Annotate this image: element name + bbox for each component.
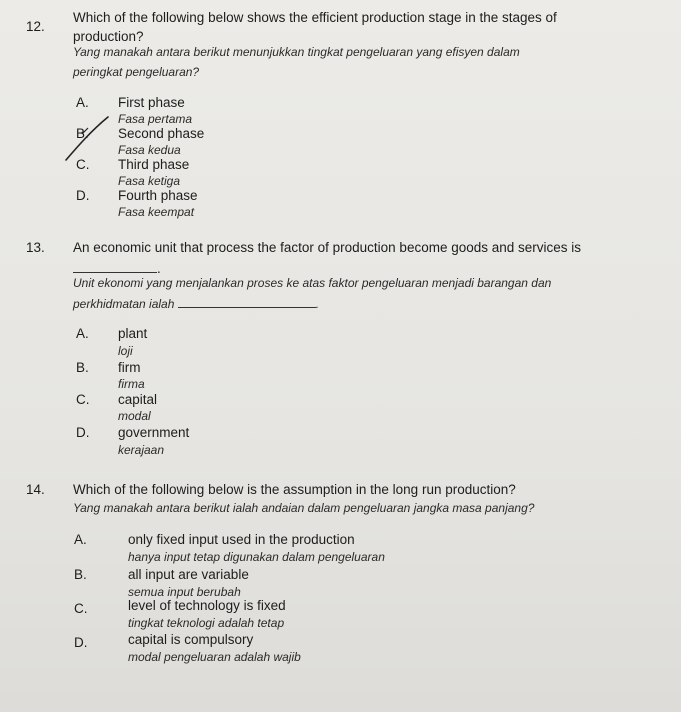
option-text-en: Third phase [118,157,190,172]
question-number: 12. [26,19,45,34]
option-letter: B. [76,360,89,375]
question-number: 13. [26,240,45,255]
option-letter: D. [76,425,90,440]
option-text-ms: Fasa kedua [118,143,181,157]
question-text-ms-cont: peringkat pengeluaran? [73,65,200,79]
question-text-en-cont: production? [73,29,144,44]
option-letter: A. [76,95,89,110]
option-text-ms: kerajaan [118,443,165,457]
option-text-ms: tingkat teknologi adalah tetap [128,616,285,630]
option-letter: B. [74,567,87,582]
option-text-ms: hanya input tetap digunakan dalam pengeluaran [128,550,385,564]
option-letter: D. [76,188,90,203]
option-text-en: firm [118,360,141,375]
answer-blank [178,295,316,308]
option-text-ms: modal pengeluaran adalah wajib [128,650,301,664]
question-text-end: . [315,297,320,311]
answer-blank [73,258,157,273]
option-text-en: all input are variable [128,567,249,582]
option-text-en: Second phase [118,126,205,141]
option-letter: C. [76,157,90,172]
question-text-ms: Unit ekonomi yang menjalankan proses ke atas faktor pengeluaran menjadi barangan dan [73,276,552,290]
option-letter: A. [74,532,87,547]
question-text-en-cont [73,258,161,276]
option-text-ms: semua input berubah [128,585,241,599]
option-letter: C. [74,601,88,616]
option-text-en: First phase [118,95,185,110]
question-text-ms: Yang manakah antara berikut menunjukkan tingkat pengeluaran yang efisyen dalam [73,45,520,59]
question-text-ms-lead: perkhidmatan ialah [73,297,175,311]
option-text-ms: Fasa ketiga [118,174,181,188]
option-text-en: government [118,425,190,440]
option-text-en: plant [118,326,148,341]
option-text-ms: Fasa keempat [118,205,195,219]
question-text-en: Which of the following below shows the efficient production stage in the stages of [73,10,557,25]
option-letter: A. [76,326,89,341]
question-text-ms: Yang manakah antara berikut ialah andaian dalam pengeluaran jangka masa panjang? [73,501,535,515]
question-text-end: . [157,261,161,276]
option-text-en: level of technology is fixed [128,598,286,613]
option-text-en: only fixed input used in the production [128,532,355,547]
option-letter: B. [76,126,89,141]
option-text-en: capital [118,392,158,407]
question-text-en: An economic unit that process the factor of production become goods and services is [73,240,582,255]
option-letter: C. [76,392,90,407]
question-text-ms-cont [73,295,319,311]
question-number: 14. [26,482,45,497]
option-text-ms: Fasa pertama [118,112,193,126]
option-text-ms: modal [118,409,151,423]
option-text-en: Fourth phase [118,188,198,203]
option-letter: D. [74,635,88,650]
option-text-ms: loji [118,344,133,358]
option-text-en: capital is compulsory [128,632,254,647]
option-text-ms: firma [118,377,145,391]
question-text-en: Which of the following below is the assumption in the long run production? [73,482,516,497]
